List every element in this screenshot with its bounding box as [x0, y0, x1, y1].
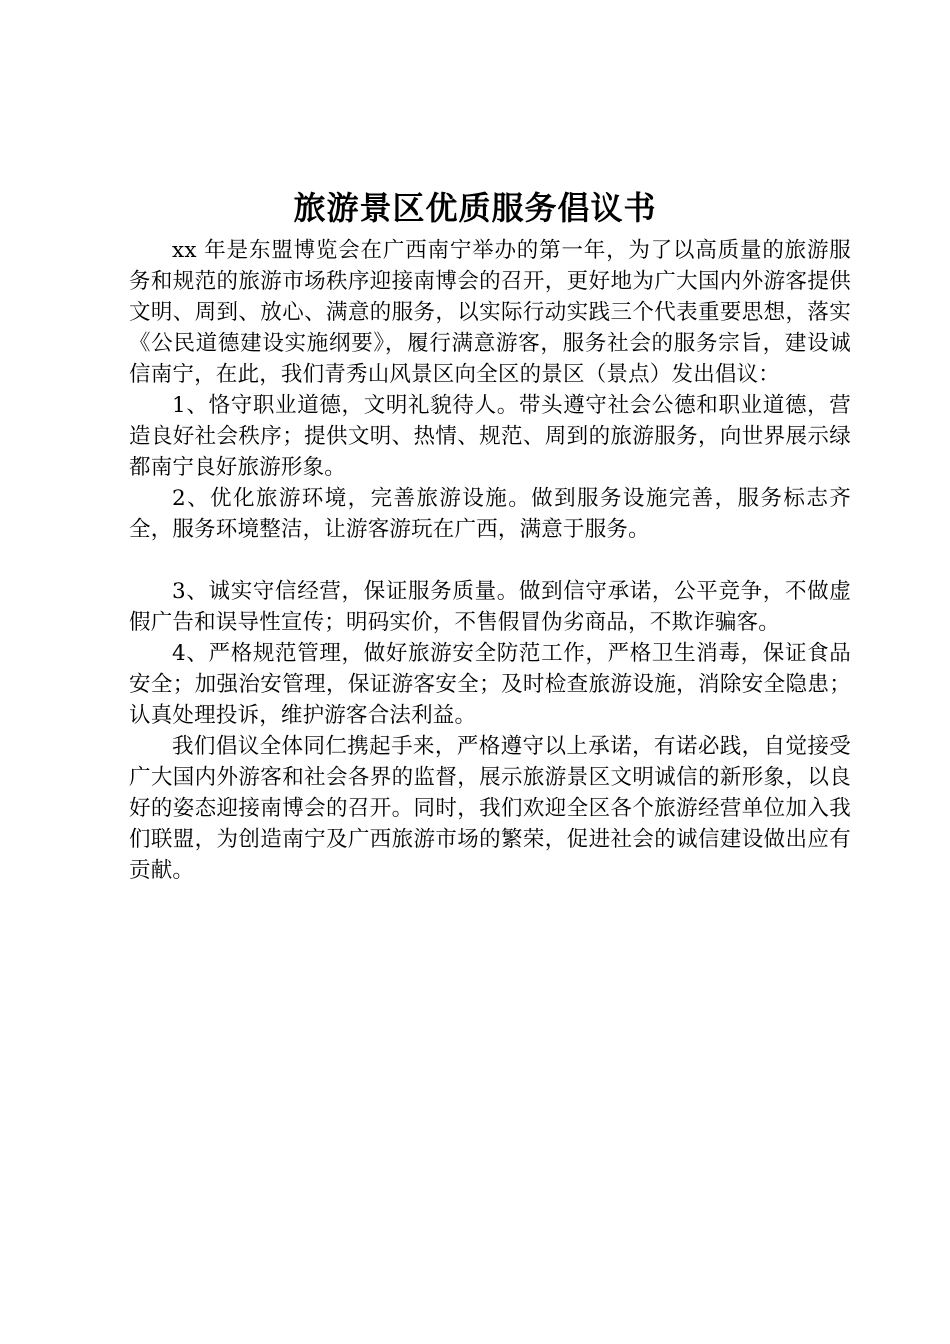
- document-body: [129, 235, 851, 886]
- paragraph-item-2: 2、优化旅游环境，完善旅游设施。做到服务设施完善，服务标志齐全，服务环境整洁，让游客游玩在广西，满意于服务。: [129, 486, 851, 542]
- paragraph-item-1: 1、恪守职业道德，文明礼貌待人。带头遵守社会公德和职业道德，营造良好社会秩序；提供文明、热情、规范、周到的旅游服务，向世界展示绿都南宁良好旅游形象。: [129, 393, 851, 480]
- paragraph-item-3: 3、诚实守信经营，保证服务质量。做到信守承诺，公平竞争，不做虚假广告和误导性宣传；明码实价，不售假冒伪劣商品，不欺诈骗客。: [129, 579, 851, 635]
- paragraph-intro: xx 年是东盟博览会在广西南宁举办的第一年，为了以高质量的旅游服务和规范的旅游市场秩序迎接南博会的召开，更好地为广大国内外游客提供文明、周到、放心、满意的服务，以实际行动实践三个代表重要思想，落实《公民道德建设实施纲要》，履行满意游客，服务社会的服务宗旨，建设诚信南宁，在此，我们青秀山风景区向全区的景区（景点）发出倡议：: [129, 238, 851, 387]
- paragraph-closing: 我们倡议全体同仁携起手来，严格遵守以上承诺，有诺必践，自觉接受广大国内外游客和社会各界的监督，展示旅游景区文明诚信的新形象，以良好的姿态迎接南博会的召开。同时，我们欢迎全区各个旅游经营单位加入我们联盟，为创造南宁及广西旅游市场的繁荣，促进社会的诚信建设做出应有贡献。: [129, 734, 851, 883]
- document-title: 旅游景区优质服务倡议书: [293, 189, 657, 227]
- paragraph-item-4: 4、严格规范管理，做好旅游安全防范工作，严格卫生消毒，保证食品安全；加强治安管理，保证游客安全；及时检查旅游设施，消除安全隐患；认真处理投诉，维护游客合法利益。: [129, 641, 851, 728]
